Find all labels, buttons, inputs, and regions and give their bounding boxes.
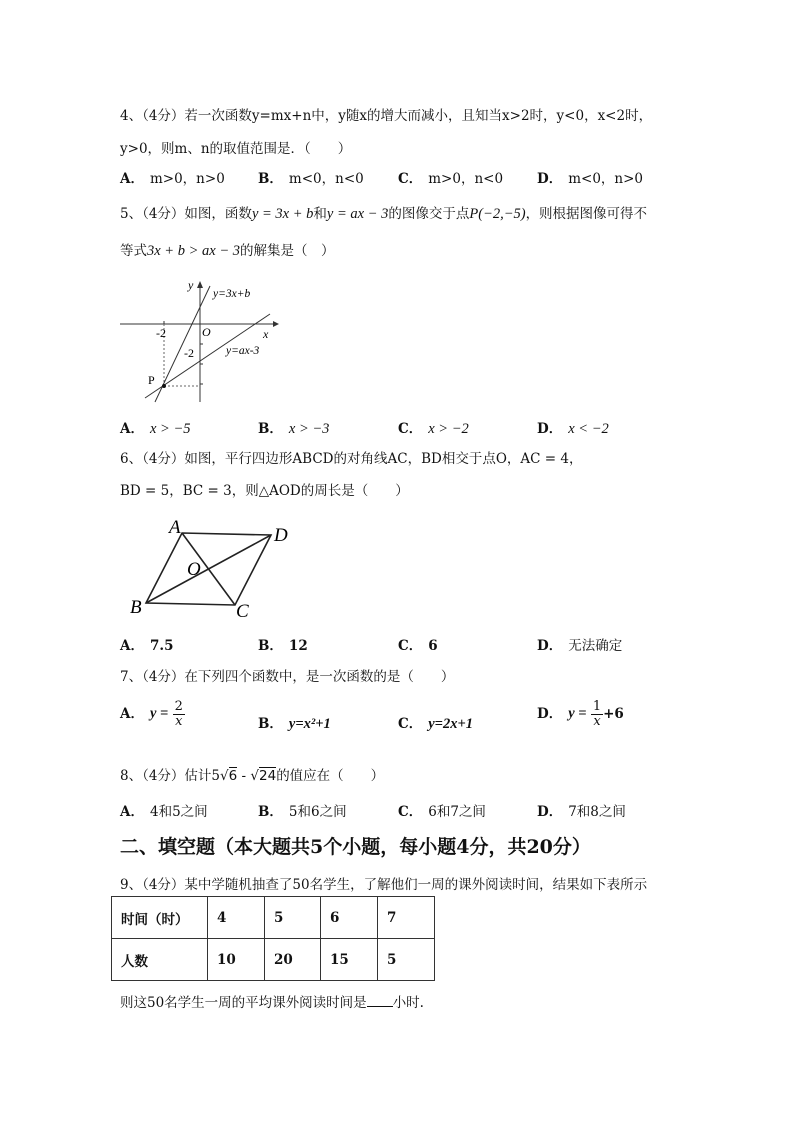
line1-label: y=3x+b	[213, 288, 251, 300]
q5-point: P(−2,−5)	[469, 206, 526, 222]
q8-option-c: C． 6和7之间	[398, 804, 486, 820]
section-heading-fill-in: 二、填空题（本大题共5个小题，每小题4分，共20分）	[120, 836, 591, 858]
q4-line1: 4、（4分）若一次函数y=mx+n中，y随x的增大而减小，且知当x>2时，y<0，x<2时，	[120, 108, 653, 124]
q6-line2: BD = 5，BC = 3，则△AOD的周长是（ ）	[120, 483, 409, 499]
q4-line2: y>0，则m、n的取值范围是．（ ）	[120, 141, 352, 157]
origin-label: O	[202, 325, 211, 339]
reading-time-table	[111, 896, 435, 981]
table-cell: 7	[378, 897, 435, 939]
q7-stem: 7、（4分）在下列四个函数中，是一次函数的是（ ）	[120, 669, 455, 685]
table-cell: 5	[265, 897, 321, 939]
fraction-2-over-x: $\frac{2}{x}$	[174, 699, 183, 729]
q8-option-b: B． 5和6之间	[258, 804, 347, 820]
q6-parallelogram-figure	[125, 513, 305, 623]
table-cell: 时间（时）	[112, 897, 208, 939]
q6-option-b: B． 12	[258, 638, 308, 654]
q7-option-b: B． y=x²+1	[258, 716, 331, 732]
q4-option-a: A． m>0，n>0	[120, 171, 225, 187]
tick-x-label: -2	[156, 326, 166, 340]
table-cell: 人数	[112, 939, 208, 981]
line2-label: y=ax-3	[226, 345, 260, 357]
center-o: O	[187, 559, 201, 580]
table-row	[112, 897, 435, 939]
vertex-b: B	[130, 597, 142, 618]
q9-after-table: 则这50名学生一周的平均课外阅读时间是 小时.	[120, 995, 424, 1011]
table-cell: 20	[265, 939, 321, 981]
q5-graph	[115, 276, 285, 406]
q5-inequality: 3x + b > ax − 3	[147, 243, 240, 259]
table-row	[112, 939, 435, 981]
sqrt-24: √24	[250, 768, 277, 784]
tick-y-label: -2	[184, 346, 194, 360]
table-cell: 5	[378, 939, 435, 981]
q4-option-b: B． m<0，n<0	[258, 171, 364, 187]
x-label: x	[263, 327, 269, 341]
vertex-c: C	[236, 601, 249, 622]
q6-option-c: C． 6	[398, 638, 438, 654]
sqrt-6: √6	[220, 768, 238, 784]
q8-stem: 8、（4分）估计5√6 - √24的值应在（ ）	[120, 768, 385, 784]
q6-line1: 6、（4分）如图，平行四边形ABCD的对角线AC，BD相交于点O，AC = 4，	[120, 451, 583, 467]
point-label: P	[148, 373, 155, 387]
vertex-a: A	[169, 517, 181, 538]
y-label: y	[188, 278, 194, 292]
q9-stem: 9、（4分）某中学随机抽查了50名学生，了解他们一周的课外阅读时间，结果如下表所示	[120, 877, 648, 893]
q7-option-a: A． y = $\frac{2}{x}$	[120, 699, 183, 729]
q4-option-d: D． m<0，n>0	[537, 171, 644, 187]
q5-option-d: D． x < −2	[537, 421, 609, 437]
q7-option-c: C． y=2x+1	[398, 716, 473, 732]
q5-f1: y = 3x + b	[251, 206, 314, 222]
table-cell: 15	[321, 939, 378, 981]
q6-option-d: D． 无法确定	[537, 638, 623, 654]
point-p	[162, 384, 166, 388]
q5-line1: 5、（4分）如图，函数y = 3x + b和y = ax − 3的图像交于点P(−2,−5)，则根据图像可得不	[120, 206, 648, 222]
q5-option-a: A． x > −5	[120, 421, 191, 437]
q5-f2: y = ax − 3	[326, 206, 389, 222]
y-axis-arrow	[197, 281, 203, 288]
q8-option-d: D． 7和8之间	[537, 804, 626, 820]
diagonal-bd	[146, 535, 271, 603]
table-cell: 6	[321, 897, 378, 939]
q5-option-b: B． x > −3	[258, 421, 330, 437]
q6-option-a: A． 7.5	[120, 638, 174, 654]
x-axis-arrow	[273, 321, 279, 327]
answer-blank[interactable]	[367, 993, 393, 1007]
table-cell: 4	[208, 897, 265, 939]
q7-option-d: D． y = $\frac{1}{x}$ +6	[537, 699, 624, 729]
fraction-1-over-x: $\frac{1}{x}$	[592, 699, 602, 729]
q5-option-c: C． x > −2	[398, 421, 469, 437]
q8-option-a: A． 4和5之间	[120, 804, 208, 820]
q5-line2: 等式3x + b > ax − 3的解集是（ ）	[120, 243, 335, 259]
table-cell: 10	[208, 939, 265, 981]
q4-option-c: C． m>0，n<0	[398, 171, 504, 187]
vertex-d: D	[274, 525, 288, 546]
